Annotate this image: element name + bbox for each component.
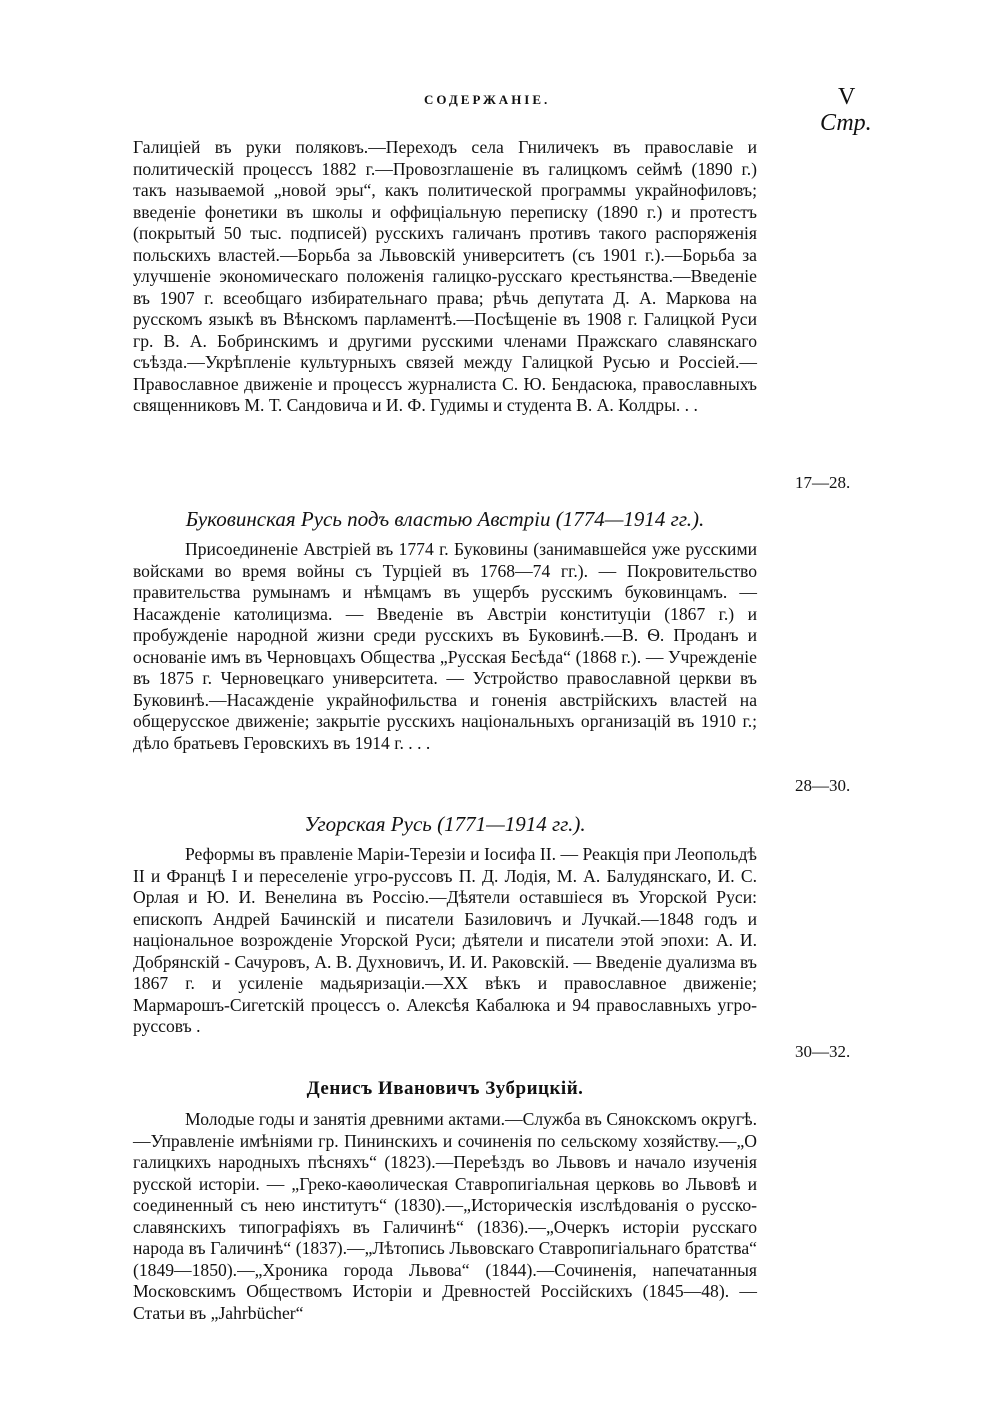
toc-section-ugorskaya-rus [133, 810, 757, 1038]
toc-page-range: 17—28. [795, 473, 851, 492]
toc-paragraph: Молодые годы и занятія древними актами.—Служба въ Сянокскомъ округѣ.—Управленіе имѣніями гр. Пининскихъ и сочиненія по сельскому хозяйству.—„О галицкихъ народныхъ пѣсняхъ“ (1823).—Переѣздъ во Львовъ и начало изученія русской исторіи. — „Греко-каѳолическая Ставропигіальная церковь во Львовѣ и соединенный съ нею институтъ“ (1830).—„Историческія изслѣдованія о русско-славянскихъ типографіяхъ въ Галичинѣ“ (1836).—„Очеркъ исторіи русскаго народа въ Галичинѣ“ (1837).—„Лѣтопись Львовскаго Ставропигіальнаго братства“ (1849—1850).—„Хроника города Львова“ (1844).—Сочиненія, напечатанныя Московскимъ Обществомъ Исторіи и Древностей Россійскихъ (1845—48). — Статьи въ „Jahrbücher“ [133, 1109, 757, 1323]
section-title: Денисъ Ивановичъ Зубрицкій. [306, 1078, 584, 1099]
page-number: V [838, 84, 856, 110]
toc-section-galicia-continued [133, 137, 757, 417]
section-title: Угорская Русь (1771—1914 гг.). [304, 812, 586, 836]
section-title: Буковинская Русь подъ властью Австріи (1774—1914 гг.). [185, 507, 705, 531]
toc-section-zubritsky [133, 1075, 757, 1324]
toc-paragraph: Присоединеніе Австріей въ 1774 г. Буковины (занимавшейся уже русскими войсками во время войны съ Турціей въ 1768—74 гг.). — Покровительство правительства румынамъ и нѣмцамъ въ ущербъ русскимъ буковинцамъ. — Насажденіе католицизма. — Введеніе въ Австріи конституціи (1867 г.) и пробужденіе народной жизни среди русскихъ въ Буковинѣ.—В. Ѳ. Проданъ и основаніе имъ въ Черновцахъ Общества „Русская Бесѣда“ (1868 г.). — Учрежденіе въ 1875 г. Черновецкаго университета. — Устройство православной церкви въ Буковинѣ.—Насажденіе украйнофильства и гоненія австрійскихъ властей на общерусское движеніе; закрытіе русскихъ національныхъ организацій въ 1910 г.; дѣло братьевъ Геровскихъ въ 1914 г. . . . [133, 539, 757, 753]
page-column-label: Стр. [820, 110, 872, 136]
toc-paragraph: Галиціей въ руки поляковъ.—Переходъ села Гниличекъ въ православіе и политическій процессъ 1882 г.—Провозглашеніе въ галицкомъ сеймѣ (1890 г.) такъ называемой „новой эры“, какъ политической программы украйнофиловъ; введеніе фонетики въ школы и оффиціальную переписку (1890 г.) и протестъ (покрытый 50 тыс. подписей) русскихъ галичанъ противъ такого распоряженія польскихъ властей.—Борьба за Львовскій университетъ (съ 1901 г.).—Борьба за улучшеніе экономическаго положенія галицко-русскаго крестьянства.—Введеніе въ 1907 г. всеобщаго избирательнаго права; рѣчь депутата Д. А. Маркова на русскомъ языкѣ въ Вѣнскомъ парламентѣ.—Посѣщеніе въ 1908 г. Галицкой Руси гр. В. А. Бобринскимъ и другими русскими членами Пражскаго славянскаго съѣзда.—Укрѣпленіе культурныхъ связей между Галицкой Русью и Россіей.—Православное движеніе и процессъ журналиста С. Ю. Бендасюка, православныхъ священниковъ М. Т. Сандовича и И. Ф. Гудимы и студента В. А. Колдры. . . [133, 137, 757, 415]
running-title: СОДЕРЖАНІЕ. [424, 92, 551, 107]
toc-paragraph: Реформы въ правленіе Маріи-Терезіи и Іосифа II. — Реакція при Леопольдѣ II и Францѣ I и переселеніе угро-руссовъ П. Д. Лодія, М. А. Балудянскаго, И. С. Орлая и Ю. И. Венелина въ Россію.—Дѣятели оставшіеся въ Угорской Руси: епископъ Андрей Бачинскій и писатели Базиловичъ и Лучкай.—1848 годъ и національное возрожденіе Угорской Руси; дѣятели и писатели этой эпохи: А. И. Добрянскій - Сачуровъ, А. В. Духновичъ, И. И. Раковскій. — Введеніе дуализма въ 1867 г. и усиленіе мадьяризаціи.—XX вѣкъ и православное движеніе; Мармарошъ-Сигетскій процессъ о. Алексѣя Кабалюка и 94 православныхъ угро-руссовъ . [133, 844, 757, 1036]
toc-section-bukovina [133, 505, 757, 754]
toc-page-range: 28—30. [795, 776, 851, 795]
toc-page-range: 30—32. [795, 1042, 851, 1061]
